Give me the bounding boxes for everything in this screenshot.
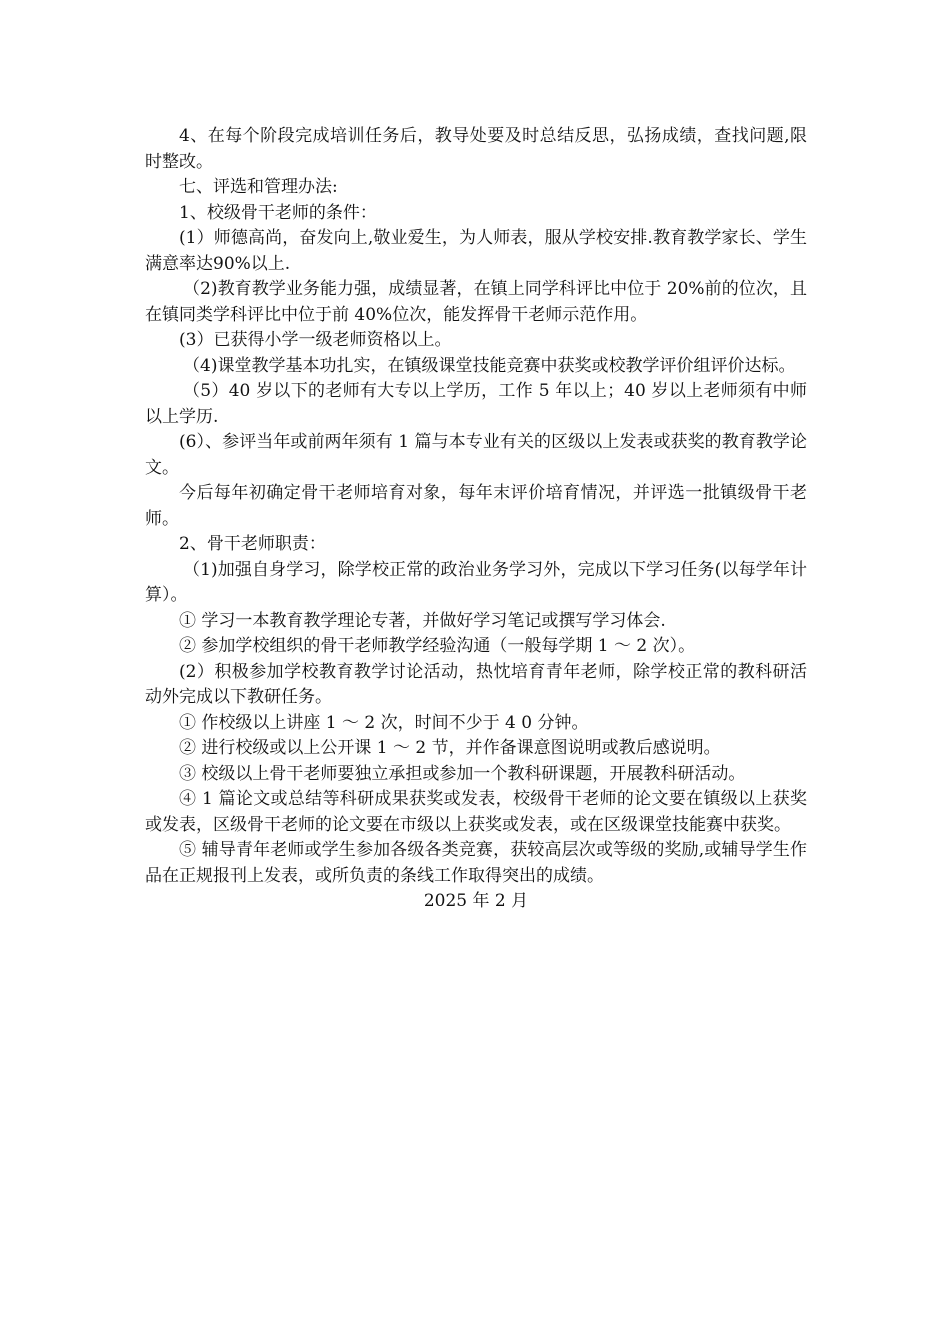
duty-2-item-5: ⑤ 辅导青年老师或学生参加各级各类竞赛，获较高层次或等级的奖励,或辅导学生作品在正规报刊上发表，或所负责的条线工作取得突出的成绩。 <box>145 840 807 886</box>
condition-5: （5）40 岁以下的老师有大专以上学历，工作 5 年以上；40 岁以上老师须有中师以上学历. <box>145 381 807 427</box>
condition-6: (6）、参评当年或前两年须有 1 篇与本专业有关的区级以上发表或获奖的教育教学论文。 <box>145 432 807 478</box>
document-date: 2025 年 2 月 <box>423 891 529 911</box>
condition-1: (1）师德高尚，奋发向上,敬业爱生，为人师表，服从学校安排.教育教学家长、学生满意率达90%以上. <box>145 228 807 274</box>
duty-1-item-2: ② 参加学校组织的骨干老师教学经验沟通（一般每学期 1 ～ 2 次）。 <box>179 636 696 656</box>
condition-3: (3）已获得小学一级老师资格以上。 <box>179 330 452 350</box>
duty-2-item-1: ① 作校级以上讲座 1 ～ 2 次，时间不少于 4 0 分钟。 <box>179 712 589 733</box>
subheading-duties: 2、骨干老师职责： <box>179 534 326 554</box>
duty-1-item-1: ① 学习一本教育教学理论专著，并做好学习笔记或撰写学习体会. <box>179 610 666 631</box>
section-heading-selection: 七、评选和管理办法: <box>179 177 338 197</box>
condition-2: （2)教育教学业务能力强，成绩显著，在镇上同学科评比中位于 20%前的位次，且在镇同类学科评比中位于前 40%位次，能发挥骨干老师示范作用。 <box>145 279 807 325</box>
duty-2-item-3: ③ 校级以上骨干老师要独立承担或参加一个教科研课题，开展教科研活动。 <box>179 763 746 784</box>
subheading-conditions: 1、校级骨干老师的条件： <box>179 202 377 223</box>
duty-2-item-2: ② 进行校级或以上公开课 1 ～ 2 节，并作备课意图说明或教后感说明。 <box>179 738 721 758</box>
duty-1: （1)加强自身学习，除学校正常的政治业务学习外，完成以下学习任务(以每学年计算）。 <box>145 559 807 605</box>
paragraph-summary-review: 4、在每个阶段完成培训任务后，教导处要及时总结反思，弘扬成绩，查找问题,限时整改。 <box>145 126 807 172</box>
paragraph-annual-selection: 今后每年初确定骨干老师培育对象，每年末评价培育情况，并评选一批镇级骨干老师。 <box>145 483 807 529</box>
condition-4: （4)课堂教学基本功扎实，在镇级课堂技能竞赛中获奖或校教学评价组评价达标。 <box>183 355 796 376</box>
duty-2: (2）积极参加学校教育教学讨论活动，热忱培育青年老师，除学校正常的教科研活动外完成以下教研任务。 <box>145 661 807 707</box>
document-page <box>145 124 807 915</box>
duty-2-item-4: ④ 1 篇论文或总结等科研成果获奖或发表，校级骨干老师的论文要在镇级以上获奖或发表，区级骨干老师的论文要在市级以上获奖或发表，或在区级课堂技能赛中获奖。 <box>145 789 807 835</box>
